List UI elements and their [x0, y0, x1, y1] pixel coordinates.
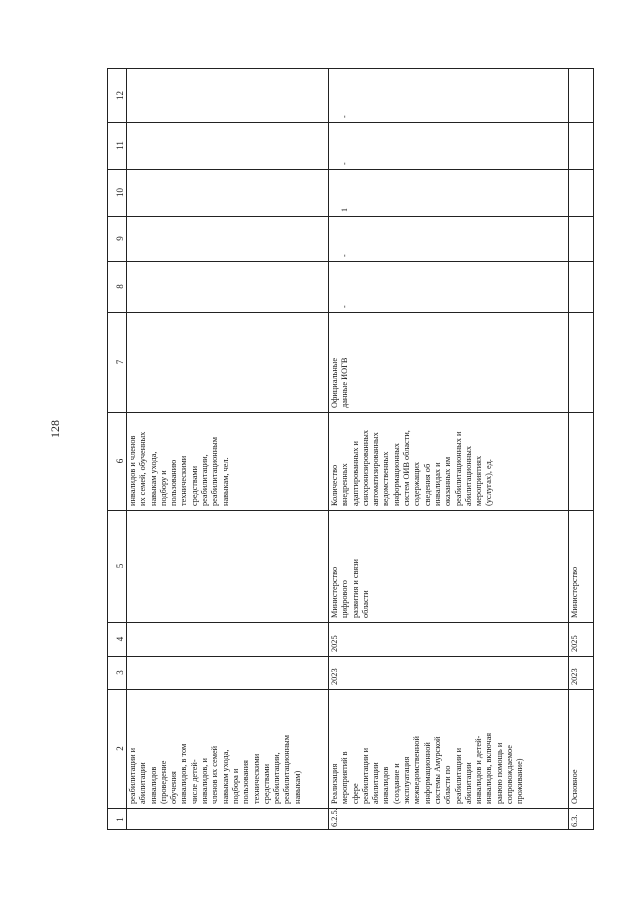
- row-3-col-5: [568, 510, 595, 622]
- row-2-col-5-text: Министерство цифрового развития и связи области: [330, 559, 370, 618]
- row-1-col-9-text: [126, 216, 328, 261]
- row-1-col-12: [126, 69, 328, 122]
- row-2-col-5: [328, 510, 568, 622]
- row-2-col-7-text: Официальные данные ИОГВ: [330, 357, 350, 408]
- row-1-col-10-text: [126, 169, 328, 216]
- row-2-col-6: [328, 412, 568, 510]
- column-header-7-text: 7: [115, 359, 125, 365]
- column-header-4: [108, 622, 126, 656]
- column-header-4-text: 4: [115, 636, 125, 642]
- column-header-6: [108, 412, 126, 510]
- row-3-col-3-text: 2023: [570, 668, 579, 685]
- column-header-12-text: 12: [115, 91, 125, 100]
- row-2-col-11: [328, 122, 568, 169]
- row-2-col-1: [328, 808, 568, 831]
- column-header-2: [108, 689, 126, 808]
- row-3-col-11: [568, 122, 595, 169]
- row-2-col-9-text: -: [340, 254, 349, 257]
- row-1-col-7: [126, 312, 328, 412]
- column-header-5-text: 5: [115, 563, 125, 569]
- row-2-col-3: [328, 656, 568, 689]
- row-2-col-8: [328, 261, 568, 312]
- row-2-col-11-text: -: [340, 162, 349, 165]
- row-3-col-4-text: 2025: [570, 635, 579, 652]
- row-3-col-2: [568, 689, 595, 808]
- column-header-3-text: 3: [115, 670, 125, 675]
- row-3-col-2-text: Основное: [570, 769, 579, 804]
- row-2-col-12-text: -: [340, 115, 349, 118]
- row-3-col-8-text: [568, 261, 595, 312]
- row-3-col-6-text: [568, 412, 595, 510]
- column-header-6-text: 6: [115, 458, 125, 464]
- row-1-col-10: [126, 169, 328, 216]
- row-3-col-7: [568, 312, 595, 412]
- column-header-1: [108, 808, 126, 831]
- column-header-11-text: 11: [115, 141, 125, 150]
- row-2-col-10-text: 1: [340, 208, 349, 212]
- row-2-col-6-text: Количество внедренных адаптированных и синхронизированных автоматизированных ведомственных информационных систем ОИВ области, содержащих сведения об инвалидах и оказанных им реабилитационных и абилитационных мероприятиях (услугах), ед.: [330, 430, 494, 506]
- column-header-11: [108, 122, 126, 169]
- row-3-col-1: [568, 808, 595, 831]
- row-1-col-6: [126, 412, 328, 510]
- row-3-col-12-text: [568, 69, 595, 122]
- row-2-col-10: [328, 169, 568, 216]
- row-1-col-11-text: [126, 122, 328, 169]
- row-2-col-12: [328, 69, 568, 122]
- row-1-col-8-text: [126, 261, 328, 312]
- row-3-col-9: [568, 216, 595, 261]
- row-1-col-5: [126, 510, 328, 622]
- column-header-5: [108, 510, 126, 622]
- row-2-col-3-text: 2023: [330, 668, 339, 685]
- row-2-col-4-text: 2025: [330, 635, 339, 652]
- row-1-col-2-text: реабилитации и абилитации инвалидов (проведение обучения инвалидов, в том числе детей- инвалидов, и членов их семей навыкам ухода, подбора и пользования техническими средствами реабилитации, реабилитационным навыкам): [128, 734, 302, 804]
- row-3-col-3: [568, 656, 595, 689]
- row-3-col-12: [568, 69, 595, 122]
- row-1-col-2: [126, 689, 328, 808]
- column-header-8-text: 8: [115, 284, 125, 289]
- column-header-7: [108, 312, 126, 412]
- row-3-col-10-text: [568, 169, 595, 216]
- row-3-col-11-text: [568, 122, 595, 169]
- column-header-10-text: 10: [115, 188, 125, 197]
- column-header-9-text: 9: [115, 236, 125, 241]
- row-2-col-4: [328, 622, 568, 656]
- column-header-12: [108, 69, 126, 122]
- row-1-col-12-text: [126, 69, 328, 122]
- column-header-9: [108, 216, 126, 261]
- row-2-col-7: [328, 312, 568, 412]
- row-1-col-5-text: [126, 510, 328, 622]
- column-header-1-text: 1: [115, 817, 125, 822]
- row-1-col-9: [126, 216, 328, 261]
- row-3-col-4: [568, 622, 595, 656]
- row-2-col-1-text: 6.2.5.: [330, 808, 339, 827]
- row-2-col-2: [328, 689, 568, 808]
- row-3-col-6: [568, 412, 595, 510]
- row-1-col-4-text: [126, 622, 328, 656]
- row-1-col-1-text: [126, 808, 328, 831]
- row-3-col-1-text: 6.3.: [570, 814, 579, 827]
- row-3-col-5-text: Министерство: [570, 566, 579, 618]
- row-1-col-8: [126, 261, 328, 312]
- column-header-3: [108, 656, 126, 689]
- row-2-col-8-text: -: [340, 305, 349, 308]
- row-1-col-3-text: [126, 656, 328, 689]
- data-table: [107, 68, 594, 830]
- row-3-col-7-text: [568, 312, 595, 412]
- row-1-col-3: [126, 656, 328, 689]
- column-header-2-text: 2: [115, 746, 125, 751]
- row-1-col-6-text: инвалидов и членов их семей, обученных навыкам ухода, подбору и пользованию техническими средствами реабилитации, реабилитационным навыкам, чел.: [128, 431, 230, 506]
- row-1-col-11: [126, 122, 328, 169]
- column-header-8: [108, 261, 126, 312]
- row-2-col-2-text: Реализация мероприятий в сфере реабилитации и абилитации инвалидов (создание и эксплуатация межведомственной информационной системы Амурской области по реабилитации и абилитации инвалидов и детей- инвалидов, включая ранюю помощь и сопровождаемое проживание): [330, 732, 525, 804]
- row-2-col-9: [328, 216, 568, 261]
- row-1-col-7-text: [126, 312, 328, 412]
- row-3-col-9-text: [568, 216, 595, 261]
- row-1-col-4: [126, 622, 328, 656]
- row-3-col-8: [568, 261, 595, 312]
- page-number: 128: [48, 420, 62, 438]
- row-1-col-1: [126, 808, 328, 831]
- column-header-10: [108, 169, 126, 216]
- row-3-col-10: [568, 169, 595, 216]
